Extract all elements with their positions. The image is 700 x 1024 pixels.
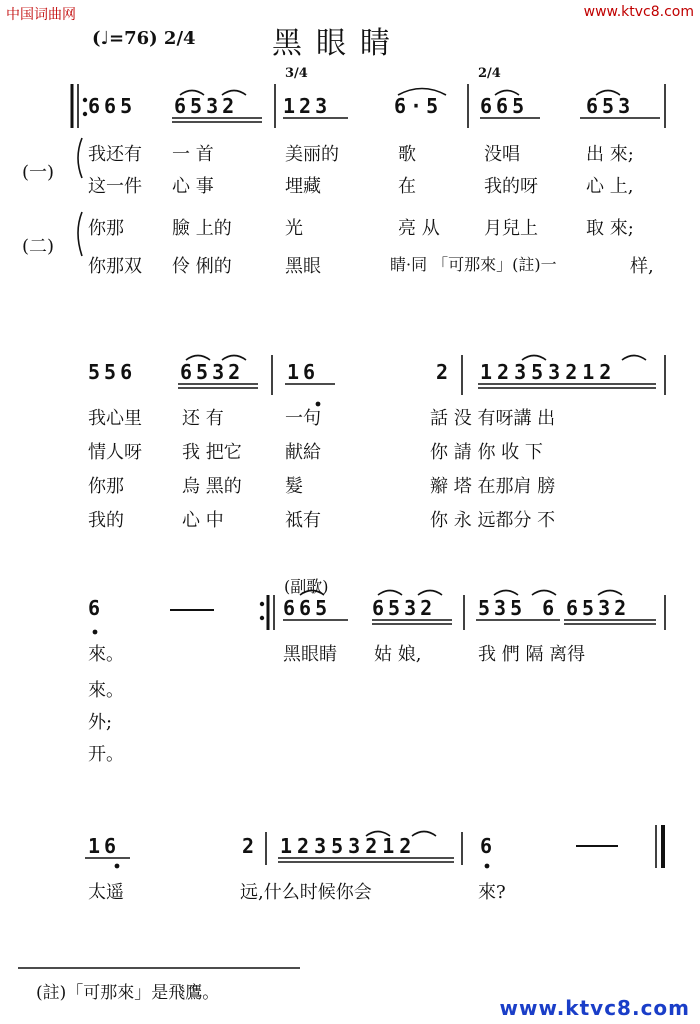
watermark-top-right: www.ktvc8.com — [583, 4, 694, 20]
s2-l3-c1: 你那 — [88, 476, 124, 497]
s1-l1-c2: 一 首 — [172, 144, 214, 165]
s1-note-1: 665 — [88, 94, 137, 118]
s1-l2-c3: 埋藏 — [285, 176, 321, 197]
s2-l3-c3: 髮 — [285, 476, 303, 497]
s4-note-1: 16 — [88, 834, 121, 858]
s1-l1-c5: 没唱 — [484, 144, 520, 165]
s2-note-2: 6532 — [180, 360, 245, 384]
s2-l2-c2: 我 把它 — [182, 442, 242, 463]
s2-note-3: 16 — [287, 360, 320, 384]
verse-label-1: (一) — [22, 162, 55, 183]
s3-note-1: 6 — [88, 596, 105, 620]
s1-l2-c2: 心 事 — [172, 176, 214, 197]
s1-note-6: 653 — [586, 94, 635, 118]
s1-l3-c3: 光 — [285, 218, 303, 239]
s2-l4-c3: 祗有 — [285, 510, 321, 531]
s3-l4-c1: 开。 — [88, 744, 124, 765]
s4-note-3: 12353212 — [280, 834, 417, 858]
verse-label-2: (二) — [22, 236, 55, 257]
s1-l4-c1: 你那双 — [88, 256, 142, 277]
s1-l1-c4: 歌 — [398, 144, 416, 165]
s1-l3-c5: 月兒上 — [484, 218, 538, 239]
s1-l2-c4: 在 — [398, 176, 416, 197]
watermark-top-left: 中国词曲网 — [6, 7, 76, 23]
s1-l1-c6: 出 來; — [586, 144, 634, 165]
s3-l1-c4: 我 們 隔 离得 — [478, 644, 586, 665]
s3-l1-c1: 來。 — [88, 644, 124, 665]
s3-l2-c1: 來。 — [88, 680, 124, 701]
s3-l3-c1: 外; — [88, 712, 113, 733]
s2-l4-c2: 心 中 — [182, 510, 224, 531]
song-title: 黑眼睛 — [272, 26, 404, 61]
s1-l4-c6: 样, — [630, 256, 654, 277]
s1-l1-c1: 我还有 — [88, 144, 142, 165]
s2-note-4: 2 — [436, 360, 453, 384]
s4-lyric-2: 远,什么时候你会 — [240, 882, 372, 903]
s1-note-2: 6532 — [174, 94, 239, 118]
s1-l2-c5: 我的呀 — [484, 176, 538, 197]
s2-l2-c1: 情人呀 — [88, 442, 142, 463]
s1-note-4: 6·5 — [394, 94, 443, 118]
s1-l1-c3: 美丽的 — [285, 144, 339, 165]
footnote: (註)「可那來」是飛鷹。 — [36, 983, 220, 1003]
s3-l1-c2: 黑眼睛 — [283, 644, 337, 665]
s3-note-6: 6532 — [566, 596, 631, 620]
s3-note-3: 665 — [283, 596, 332, 620]
s2-l2-c4: 你 請 你 收 下 — [430, 442, 543, 463]
s1-l3-c2: 臉 上的 — [172, 218, 232, 239]
timesig-3-4: 3/4 — [285, 66, 308, 81]
s2-l1-c3: 一句 — [285, 408, 321, 429]
s1-note-5: 665 — [480, 94, 529, 118]
s4-lyric-1: 太遥 — [88, 882, 124, 903]
s1-l3-c6: 取 來; — [586, 218, 634, 239]
s2-l1-c2: 还 有 — [182, 408, 224, 429]
s2-l3-c2: 烏 黑的 — [182, 476, 242, 497]
s1-note-3: 123 — [283, 94, 332, 118]
s1-l3-c1: 你那 — [88, 218, 124, 239]
s3-note-5: 535 6 — [478, 596, 559, 620]
s1-l4-c4: 睛·同 「可那來」(註)一 — [390, 255, 557, 274]
s2-l4-c1: 我的 — [88, 510, 124, 531]
s2-note-5: 12353212 — [480, 360, 617, 384]
s2-note-1: 556 — [88, 360, 137, 384]
s2-l2-c3: 献給 — [285, 442, 321, 463]
s2-l1-c4: 話 没 有呀講 出 — [430, 408, 556, 429]
s3-l1-c3: 姑 娘, — [374, 644, 422, 665]
tempo-marking: (♩=76) 2/4 — [92, 28, 196, 49]
watermark-bottom-right: www.ktvc8.com — [499, 996, 690, 1020]
s1-l4-c2: 伶 俐的 — [172, 256, 232, 277]
chorus-label: (副歌) — [284, 577, 329, 596]
s1-l2-c1: 这一件 — [88, 176, 142, 197]
s1-l2-c6: 心 上, — [586, 176, 634, 197]
s2-l4-c4: 你 永 远都分 不 — [430, 510, 556, 531]
s4-lyric-3: 來? — [478, 882, 506, 903]
s4-note-4: 6 — [480, 834, 497, 858]
s2-l3-c4: 辮 塔 在那肩 膀 — [430, 476, 556, 497]
s4-note-2: 2 — [242, 834, 259, 858]
s3-note-4: 6532 — [372, 596, 437, 620]
s1-l4-c3: 黑眼 — [285, 256, 321, 277]
s2-l1-c1: 我心里 — [88, 408, 142, 429]
s1-l3-c4: 亮 从 — [398, 218, 440, 239]
timesig-2-4: 2/4 — [478, 66, 501, 81]
